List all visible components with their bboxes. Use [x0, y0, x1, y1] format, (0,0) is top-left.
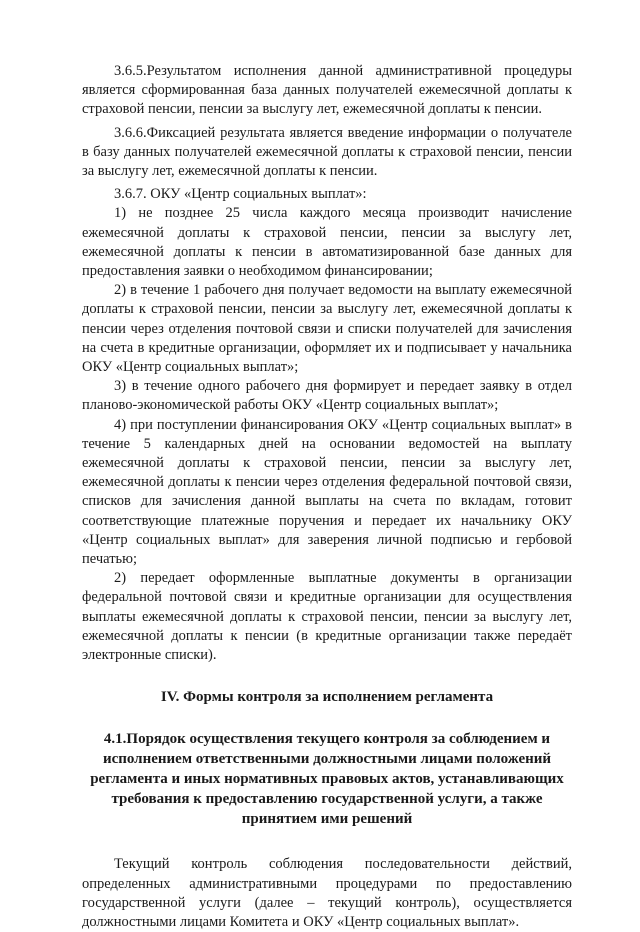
list-item-3: 3) в течение одного рабочего дня формирует и передает заявку в отдел планово-экономической работы ОКУ «Центр социальных выплат»;: [82, 378, 572, 414]
paragraph-3-6-6: 3.6.6.Фиксацией результата является введение информации о получателе в базу данных получателей ежемесячной доплаты к страховой пенсии, пенсии за выслугу лет, ежемесячной доплаты к пенсии.: [82, 124, 572, 180]
list-item-2-repeat: 2) передает оформленные выплатные документы в организации федеральной почтовой связи и кредитные организации для осуществления выплаты ежемесячной доплаты к страховой пенсии, пенсии за выслугу лет, ежемесячной доплаты к пенсии (в кредитные организации также передаёт электронные списки).: [82, 570, 572, 664]
sub-heading: 4.1.Порядок осуществления текущего контроля за соблюдением и исполнением ответственными должностными лицами положений регламента и иных нормативных правовых актов, устанавливающих требования к предоставлению государственной услуги, а также принятием ими решений: [90, 731, 564, 828]
list-item-4: 4) при поступлении финансирования ОКУ «Центр социальных выплат» в течение 5 календарных дней на основании ведомостей на выплату ежемесячной доплаты к страховой пенсии, пенсии за выслугу лет, ежемесячной доплаты к пенсии через отделения федеральной почтовой связи, списков для зачисления данной выплаты на счета по вкладам, готовит соответствующие платежные поручения и передает их начальнику ОКУ «Центр социальных выплат» для заверения личной подписью и гербовой печатью;: [82, 416, 572, 568]
document-body: [82, 62, 572, 932]
list-item-1: 1) не позднее 25 числа каждого месяца производит начисление ежемесячной доплаты к страховой пенсии, пенсии за выслугу лет, ежемесячной доплаты к пенсии в автоматизированной базе данных для предоставления заявки о необходимом финансировании;: [82, 205, 572, 280]
section-heading: IV. Формы контроля за исполнением регламента: [160, 689, 494, 706]
paragraph-3-6-7: 3.6.7. ОКУ «Центр социальных выплат»:: [114, 186, 367, 203]
list-item-2: 2) в течение 1 рабочего дня получает ведомости на выплату ежемесячной доплаты к страховой пенсии, пенсии за выслугу лет, ежемесячной доплаты к пенсии через отделения почтовой связи и списки получателей для зачисления на счета в кредитные организации, оформляет их и подписывает у начальника ОКУ «Центр социальных выплат»;: [82, 282, 572, 376]
final-paragraph: Текущий контроль соблюдения последовательности действий, определенных административными процедурами по предоставлению государственной услуги (далее – текущий контроль), осуществляется должностными лицами Комитета и ОКУ «Центр социальных выплат».: [82, 856, 572, 930]
paragraph-3-6-5: 3.6.5.Результатом исполнения данной административной процедуры является сформированная база данных получателей ежемесячной доплаты к страховой пенсии, пенсии за выслугу лет, ежемесячной доплаты к пенсии.: [82, 63, 572, 118]
